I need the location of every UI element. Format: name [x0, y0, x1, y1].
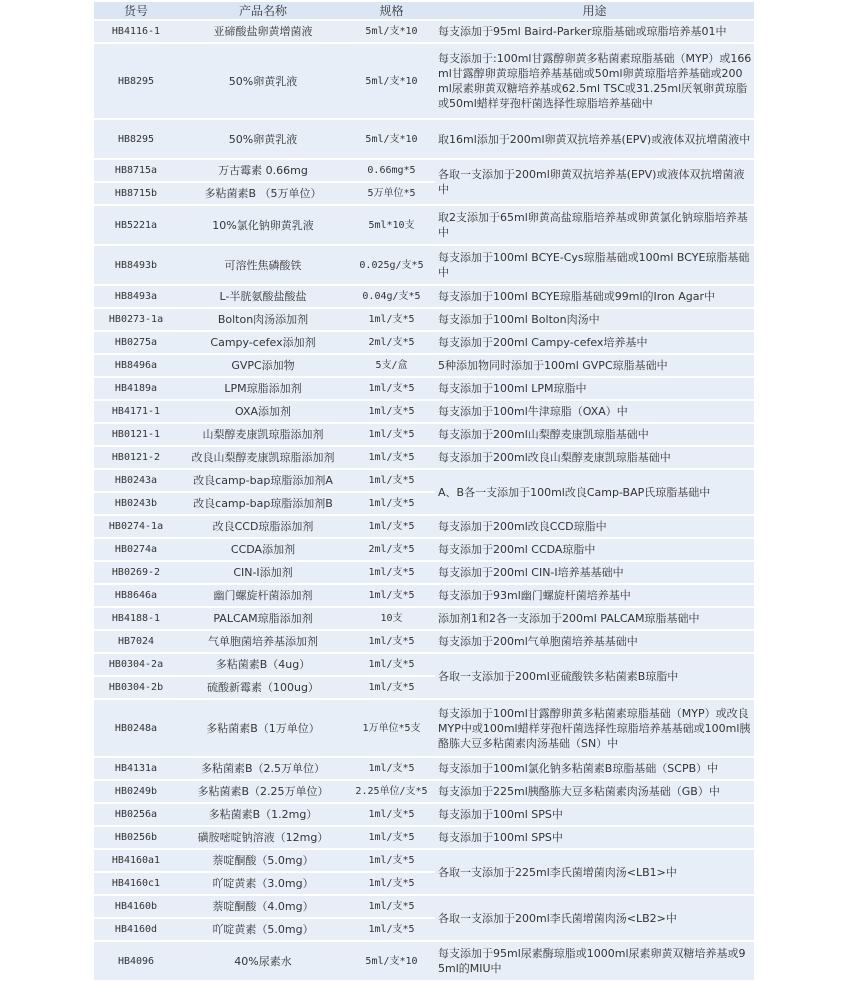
table-row — [94, 608, 754, 629]
product-name: 多粘菌素B（1万单位） — [178, 700, 348, 756]
product-code: HB8493b — [94, 246, 178, 284]
product-name: 改良camp-bap琼脂添加剂B — [178, 493, 348, 514]
product-use: 5种添加物同时添加于100ml GVPC琼脂基础中 — [435, 355, 754, 376]
product-code: HB4188-1 — [94, 608, 178, 629]
product-name: 山梨醇麦康凯琼脂添加剂 — [178, 424, 348, 445]
table-row — [94, 332, 754, 353]
product-use: 各取一支添加于200ml亚硫酸铁多粘菌素B琼脂中 — [435, 654, 754, 698]
table-row — [94, 539, 754, 560]
product-use: A、B各一支添加于100ml改良Camp-BAP氏琼脂基础中 — [435, 470, 754, 514]
product-code: HB4189a — [94, 378, 178, 399]
product-use: 每支添加于200ml CCDA琼脂中 — [435, 539, 754, 560]
product-name: OXA添加剂 — [178, 401, 348, 422]
product-name: 50%卵黄乳液 — [178, 120, 348, 158]
product-name: GVPC添加物 — [178, 355, 348, 376]
product-spec: 1ml/支*5 — [348, 401, 435, 422]
table-body — [94, 21, 754, 980]
product-name: 改良camp-bap琼脂添加剂A — [178, 470, 348, 491]
product-code: HB8715a — [94, 160, 178, 181]
table-row — [94, 44, 754, 118]
product-name: L-半胱氨酸盐酸盐 — [178, 286, 348, 307]
product-spec: 1ml/支*5 — [348, 309, 435, 330]
product-use: 每支添加于200ml山梨醇麦康凯琼脂基础中 — [435, 424, 754, 445]
product-name: CIN-I添加剂 — [178, 562, 348, 583]
table-row — [94, 585, 754, 606]
product-name: Bolton肉汤添加剂 — [178, 309, 348, 330]
product-use: 每支添加于200ml改良CCD琼脂中 — [435, 516, 754, 537]
table-row — [94, 355, 754, 376]
product-spec: 1ml/支*5 — [348, 470, 435, 491]
product-spec: 0.66mg*5 — [348, 160, 435, 181]
product-name: PALCAM琼脂添加剂 — [178, 608, 348, 629]
table-row — [94, 309, 754, 330]
table-row — [94, 700, 754, 756]
product-name: 万古霉素 0.66mg — [178, 160, 348, 181]
product-use: 每支添加于100ml SPS中 — [435, 804, 754, 825]
product-code: HB5221a — [94, 206, 178, 244]
product-spec: 1ml/支*5 — [348, 919, 435, 940]
product-use: 每支添加于100ml Bolton肉汤中 — [435, 309, 754, 330]
product-spec: 1ml/支*5 — [348, 850, 435, 871]
product-use: 每支添加于:100ml甘露醇卵黄多粘菌素琼脂基础（MYP）或166ml甘露醇卵黄琼脂培养基基础或50ml卵黄琼脂培养基础或200ml尿素卵黄双糖培养基或62.5ml TSC或31.25ml厌氧卵黄琼脂或50ml蜡样芽孢杆菌选择性琼脂培养基础中 — [435, 44, 754, 118]
product-spec: 1ml/支*5 — [348, 873, 435, 894]
product-spec: 1ml/支*5 — [348, 378, 435, 399]
product-code: HB0256a — [94, 804, 178, 825]
product-code: HB0304-2b — [94, 677, 178, 698]
product-code: HB0275a — [94, 332, 178, 353]
product-code: HB4160a1 — [94, 850, 178, 871]
product-code: HB4131a — [94, 758, 178, 779]
product-name: CCDA添加剂 — [178, 539, 348, 560]
product-code: HB8295 — [94, 120, 178, 158]
product-code: HB0274-1a — [94, 516, 178, 537]
table-row — [94, 401, 754, 422]
table-row — [94, 246, 754, 284]
product-name: LPM琼脂添加剂 — [178, 378, 348, 399]
table-row — [94, 160, 754, 181]
product-use: 取2支添加于65ml卵黄高盐琼脂培养基或卵黄氯化钠琼脂培养基中 — [435, 206, 754, 244]
product-code: HB0256b — [94, 827, 178, 848]
table-row — [94, 21, 754, 42]
product-name: 吖啶黄素（5.0mg） — [178, 919, 348, 940]
product-code: HB8295 — [94, 44, 178, 118]
product-use: 每支添加于100ml BCYE-Cys琼脂基础或100ml BCYE琼脂基础中 — [435, 246, 754, 284]
product-spec: 2.25单位/支*5 — [348, 781, 435, 802]
table-row — [94, 850, 754, 871]
header-use: 用途 — [435, 2, 754, 19]
table-row — [94, 286, 754, 307]
product-use: 添加剂1和2各一支添加于200ml PALCAM琼脂基础中 — [435, 608, 754, 629]
table-row — [94, 896, 754, 917]
table-row — [94, 120, 754, 158]
table-row — [94, 827, 754, 848]
product-code: HB8646a — [94, 585, 178, 606]
product-spec: 5ml*10支 — [348, 206, 435, 244]
product-code: HB0121-2 — [94, 447, 178, 468]
table-row — [94, 654, 754, 675]
product-name: 萘啶酮酸（5.0mg） — [178, 850, 348, 871]
product-spec: 1ml/支*5 — [348, 585, 435, 606]
table-row — [94, 942, 754, 980]
product-use: 每支添加于200ml气单胞菌培养基基础中 — [435, 631, 754, 652]
product-spec: 1ml/支*5 — [348, 896, 435, 917]
product-spec: 0.04g/支*5 — [348, 286, 435, 307]
product-spec: 1万单位*5支 — [348, 700, 435, 756]
header-spec: 规格 — [348, 2, 435, 19]
product-use: 每支添加于100ml BCYE琼脂基础或99ml的Iron Agar中 — [435, 286, 754, 307]
product-name: 磺胺嘧啶钠溶液（12mg） — [178, 827, 348, 848]
product-code: HB0121-1 — [94, 424, 178, 445]
product-use: 各取一支添加于200ml卵黄双抗培养基(EPV)或液体双抗增菌液中 — [435, 160, 754, 204]
product-code: HB4096 — [94, 942, 178, 980]
product-code: HB8715b — [94, 183, 178, 204]
product-code: HB0249b — [94, 781, 178, 802]
table-header-row — [94, 2, 754, 19]
product-code: HB4160b — [94, 896, 178, 917]
product-spec: 2ml/支*5 — [348, 332, 435, 353]
table-row — [94, 447, 754, 468]
product-name: 多粘菌素B（1.2mg） — [178, 804, 348, 825]
product-name: 多粘菌素B （5万单位） — [178, 183, 348, 204]
product-code: HB0304-2a — [94, 654, 178, 675]
product-use: 各取一支添加于200ml李氏菌增菌肉汤<LB2>中 — [435, 896, 754, 940]
product-use: 每支添加于93ml幽门螺旋杆菌培养基中 — [435, 585, 754, 606]
product-code: HB0269-2 — [94, 562, 178, 583]
product-spec: 1ml/支*5 — [348, 562, 435, 583]
product-spec: 1ml/支*5 — [348, 804, 435, 825]
product-spec: 1ml/支*5 — [348, 516, 435, 537]
product-spec: 5ml/支*10 — [348, 120, 435, 158]
product-use: 每支添加于100ml LPM琼脂中 — [435, 378, 754, 399]
header-name: 产品名称 — [178, 2, 348, 19]
table-row — [94, 378, 754, 399]
product-name: 多粘菌素B（2.5万单位） — [178, 758, 348, 779]
table-row — [94, 424, 754, 445]
product-use: 每支添加于100ml牛津琼脂（OXA）中 — [435, 401, 754, 422]
product-code: HB0248a — [94, 700, 178, 756]
product-spec: 2ml/支*5 — [348, 539, 435, 560]
product-spec: 0.025g/支*5 — [348, 246, 435, 284]
product-code: HB0243a — [94, 470, 178, 491]
product-code: HB4160c1 — [94, 873, 178, 894]
product-spec: 1ml/支*5 — [348, 631, 435, 652]
product-code: HB0273-1a — [94, 309, 178, 330]
product-use: 每支添加于100ml甘露醇卵黄多粘菌素琼脂基础（MYP）或改良MYP中或100ml蜡样芽孢杆菌选择性琼脂培养基基础或100ml胰酪胨大豆多粘菌素肉汤基础（SN）中 — [435, 700, 754, 756]
product-spec: 1ml/支*5 — [348, 677, 435, 698]
header-code: 货号 — [94, 2, 178, 19]
table-row — [94, 631, 754, 652]
table-row — [94, 781, 754, 802]
table-row — [94, 562, 754, 583]
table-row — [94, 804, 754, 825]
product-name: 硫酸新霉素（100ug） — [178, 677, 348, 698]
product-name: 改良CCD琼脂添加剂 — [178, 516, 348, 537]
product-use: 每支添加于225ml胰酪胨大豆多粘菌素肉汤基础（GB）中 — [435, 781, 754, 802]
product-name: 50%卵黄乳液 — [178, 44, 348, 118]
product-spec: 5万单位*5 — [348, 183, 435, 204]
product-name: 可溶性焦磷酸铁 — [178, 246, 348, 284]
product-name: 幽门螺旋杆菌添加剂 — [178, 585, 348, 606]
product-spec: 5ml/支*10 — [348, 942, 435, 980]
product-use: 各取一支添加于225ml李氏菌增菌肉汤<LB1>中 — [435, 850, 754, 894]
product-name: 40%尿素水 — [178, 942, 348, 980]
product-code: HB8493a — [94, 286, 178, 307]
product-use: 每支添加于100ml SPS中 — [435, 827, 754, 848]
table-row — [94, 758, 754, 779]
product-use: 每支添加于100ml氯化钠多粘菌素B琼脂基础（SCPB）中 — [435, 758, 754, 779]
product-use: 取16ml添加于200ml卵黄双抗培养基(EPV)或液体双抗增菌液中 — [435, 120, 754, 158]
product-spec: 1ml/支*5 — [348, 447, 435, 468]
product-name: 改良山梨醇麦康凯琼脂添加剂 — [178, 447, 348, 468]
product-table — [94, 0, 754, 982]
table-row — [94, 206, 754, 244]
product-code: HB4160d — [94, 919, 178, 940]
product-code: HB0274a — [94, 539, 178, 560]
product-use: 每支添加于95ml尿素酶琼脂或1000ml尿素卵黄双糖培养基或95ml的MIU中 — [435, 942, 754, 980]
product-spec: 10支 — [348, 608, 435, 629]
product-spec: 1ml/支*5 — [348, 827, 435, 848]
product-name: 吖啶黄素（3.0mg） — [178, 873, 348, 894]
table-row — [94, 516, 754, 537]
product-code: HB8496a — [94, 355, 178, 376]
product-spec: 5支/盒 — [348, 355, 435, 376]
product-code: HB0243b — [94, 493, 178, 514]
product-name: 10%氯化钠卵黄乳液 — [178, 206, 348, 244]
product-name: 气单胞菌培养基添加剂 — [178, 631, 348, 652]
product-name: 多粘菌素B（4ug） — [178, 654, 348, 675]
product-spec: 1ml/支*5 — [348, 424, 435, 445]
product-name: 萘啶酮酸（4.0mg） — [178, 896, 348, 917]
product-code: HB7024 — [94, 631, 178, 652]
product-spec: 1ml/支*5 — [348, 493, 435, 514]
product-use: 每支添加于200ml改良山梨醇麦康凯琼脂基础中 — [435, 447, 754, 468]
product-code: HB4116-1 — [94, 21, 178, 42]
product-use: 每支添加于200ml Campy-cefex培养基中 — [435, 332, 754, 353]
product-code: HB4171-1 — [94, 401, 178, 422]
product-use: 每支添加于200ml CIN-I培养基基础中 — [435, 562, 754, 583]
product-name: 亚碲酸盐卵黄增菌液 — [178, 21, 348, 42]
product-use: 每支添加于95ml Baird-Parker琼脂基础或琼脂培养基01中 — [435, 21, 754, 42]
product-spec: 5ml/支*10 — [348, 44, 435, 118]
table-row — [94, 470, 754, 491]
product-spec: 1ml/支*5 — [348, 758, 435, 779]
product-spec: 1ml/支*5 — [348, 654, 435, 675]
product-name: Campy-cefex添加剂 — [178, 332, 348, 353]
product-name: 多粘菌素B（2.25万单位） — [178, 781, 348, 802]
product-spec: 5ml/支*10 — [348, 21, 435, 42]
